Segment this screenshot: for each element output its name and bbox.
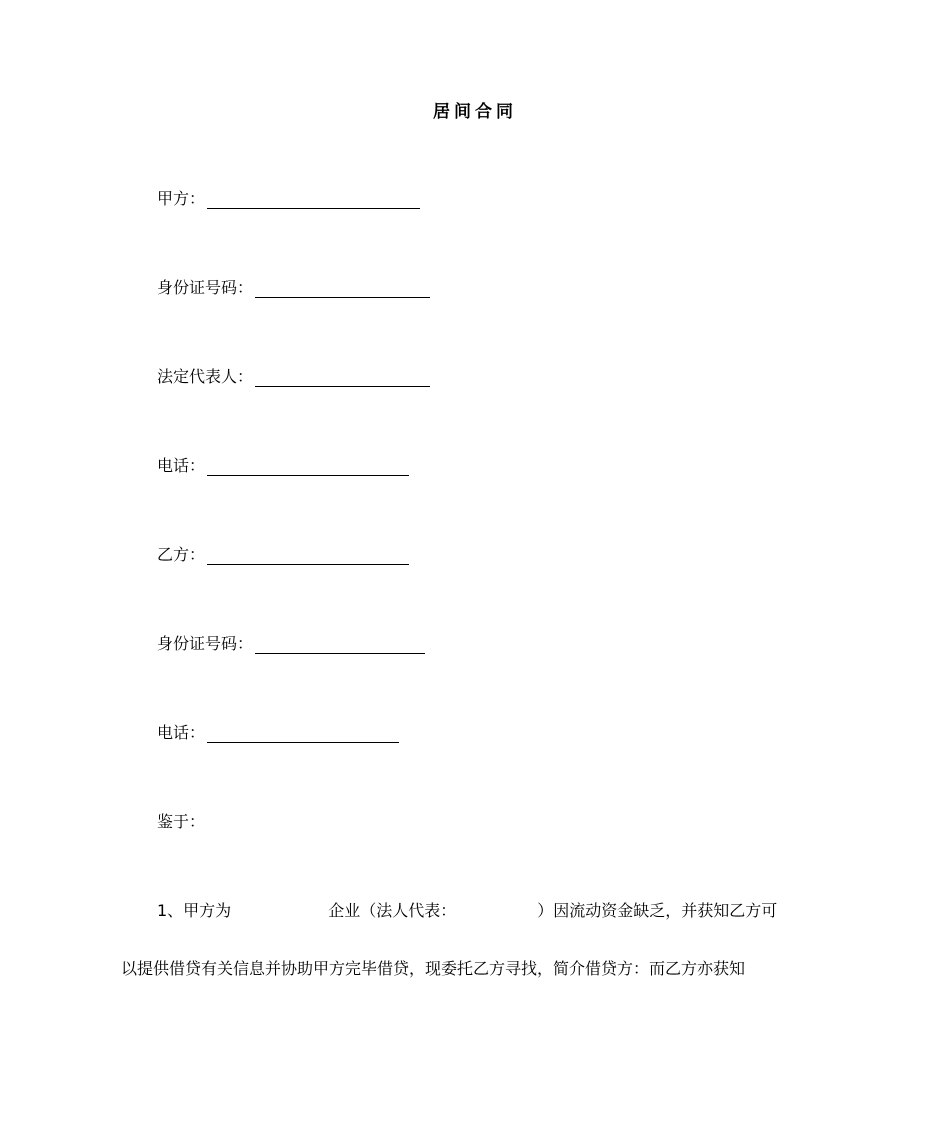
party-b-phone-blank[interactable]	[207, 724, 399, 743]
clause-1-part-3: ）因流动资金缺乏，并获知乙方可	[537, 901, 778, 920]
document-title: 居间合同	[433, 102, 517, 122]
legal-rep-field	[157, 366, 430, 388]
party-a-id-field	[157, 277, 430, 299]
party-b-id-blank[interactable]	[255, 635, 425, 654]
party-a-blank[interactable]	[207, 190, 420, 209]
clause-1-line-2: 以提供借贷有关信息并协助甲方完毕借贷，现委托乙方寻找，简介借贷方：而乙方亦获知	[121, 959, 746, 978]
party-a-phone-label: 电话：	[157, 456, 206, 475]
party-a-phone-field	[157, 455, 409, 477]
party-b-blank[interactable]	[207, 546, 409, 565]
party-a-label: 甲方：	[157, 189, 206, 208]
clause-1-part-2: 企业（法人代表：	[328, 901, 457, 920]
clause-1-line-1	[157, 900, 777, 922]
legal-rep-label: 法定代表人：	[157, 367, 254, 386]
party-b-id-label: 身份证号码：	[157, 634, 254, 653]
whereas-heading: 鉴于：	[157, 812, 206, 831]
party-b-label: 乙方：	[157, 545, 206, 564]
party-b-phone-label: 电话：	[157, 723, 206, 742]
party-a-field	[157, 188, 420, 210]
legal-rep-blank[interactable]	[255, 368, 430, 387]
party-b-field	[157, 544, 409, 566]
clause-1-part-1: 1、甲方为	[157, 901, 232, 920]
party-a-id-label: 身份证号码：	[157, 278, 254, 297]
party-b-id-field	[157, 633, 425, 655]
party-a-phone-blank[interactable]	[207, 457, 409, 476]
party-b-phone-field	[157, 722, 399, 744]
party-a-id-blank[interactable]	[255, 279, 430, 298]
